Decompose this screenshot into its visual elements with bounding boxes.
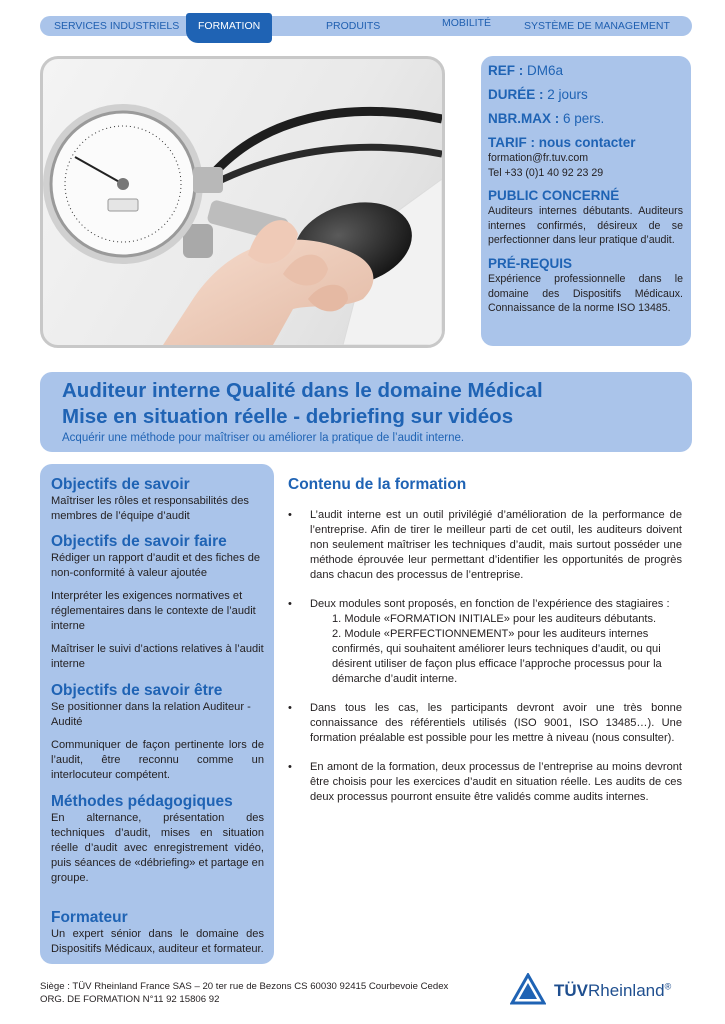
logo-wordmark: TÜVRheinland®	[554, 981, 672, 1000]
course-info-box	[481, 56, 691, 346]
nav-services-industriels[interactable]: SERVICES INDUSTRIELS	[54, 20, 180, 32]
nav-mobilite[interactable]: MOBILITÉ	[442, 17, 492, 29]
savoir-faire-text-1: Rédiger un rapport d’audit et des fiches de non-conformité à valeur ajoutée	[51, 552, 261, 579]
list-item	[288, 508, 682, 583]
top-navigation	[40, 16, 692, 36]
content-bullet-3: Dans tous les cas, les participants devront avoir une très bonne connaissance des référentiels utilisés (ISO 9001, ISO 13485…). Une formation préalable est possible pour les mettre à niveau (nous consulter).	[310, 702, 682, 744]
list-item	[288, 701, 682, 746]
content-bullet-4: En amont de la formation, deux processus de l’entreprise au moins devront être choisis pour les exercices d’audit en situation réelle. Les audits de ces deux processus pourront ensuite être validés comme audits internes.	[310, 761, 682, 803]
page-title: Auditeur interne Qualité dans le domaine Médical	[62, 379, 543, 402]
bullet-icon: •	[288, 702, 292, 714]
hero-image	[40, 56, 445, 348]
footer-registration: ORG. DE FORMATION N°11 92 15806 92	[40, 993, 220, 1005]
contact-phone: Tel +33 (0)1 40 92 23 29	[488, 166, 604, 179]
nav-formation[interactable]: FORMATION	[186, 13, 272, 43]
prereq-text: Expérience professionnelle dans le domaine des Dispositifs Médicaux. Connaissance de la norme ISO 13485.	[488, 272, 683, 315]
prereq-heading: PRÉ-REQUIS	[488, 255, 573, 271]
ref-value: DM6a	[527, 63, 564, 78]
methodes-heading: Méthodes pédagogiques	[51, 793, 233, 810]
methodes-text: En alternance, présentation des techniques d’audit, mises en situation réelle d’audit avec enregistrement vidéo, puis séances de «débriefing» et partage en groupe.	[51, 812, 264, 884]
content-bullet-2: Deux modules sont proposés, en fonction de l’expérience des stagiaires :	[310, 598, 670, 610]
nav-systeme-management[interactable]: SYSTÈME DE MANAGEMENT	[524, 20, 670, 32]
page-title-line2: Mise en situation réelle - debriefing sur vidéos	[62, 405, 514, 428]
bullet-icon: •	[288, 509, 292, 521]
nbr-row	[488, 109, 683, 129]
tuv-rheinland-logo	[510, 973, 692, 1007]
ref-row	[488, 61, 683, 81]
course-content	[288, 476, 682, 819]
nav-produits[interactable]: PRODUITS	[326, 20, 381, 32]
savoir-faire-text-3: Maîtriser le suivi d’actions relatives à l’audit interne	[51, 643, 264, 670]
tuv-triangle-icon	[510, 973, 546, 1005]
tarif-heading: TARIF : nous contacter	[488, 135, 636, 150]
duree-value: 2 jours	[547, 87, 588, 102]
bullet-icon: •	[288, 761, 292, 773]
nbr-label: NBR.MAX :	[488, 111, 560, 126]
formateur-heading: Formateur	[51, 909, 128, 926]
module-perfectionnement: 2. Module «PERFECTIONNEMENT» pour les auditeurs internes confirmés, qui souhaitent améliorer leurs techniques d’audit, ou qui désirent utiliser de façon plus efficace l’approche processus pour la démarche d’audit interne.	[332, 628, 662, 685]
duree-label: DURÉE :	[488, 87, 544, 102]
module-initial: 1. Module «FORMATION INITIALE» pour les auditeurs débutants.	[332, 613, 657, 625]
savoir-etre-text-2: Communiquer de façon pertinente lors de l’audit, être reconnu comme un interlocuteur compétent.	[51, 739, 264, 781]
sphygmomanometer-illustration	[43, 59, 442, 345]
content-heading: Contenu de la formation	[288, 476, 467, 493]
savoir-etre-heading: Objectifs de savoir être	[51, 682, 223, 699]
title-banner	[40, 372, 692, 452]
objectives-panel	[40, 464, 274, 964]
list-item	[288, 597, 682, 687]
nbr-value: 6 pers.	[563, 111, 605, 126]
bullet-icon: •	[288, 598, 292, 610]
ref-label: REF :	[488, 63, 524, 78]
list-item	[288, 760, 682, 805]
savoir-faire-heading: Objectifs de savoir faire	[51, 533, 227, 550]
footer-address: Siège : TÜV Rheinland France SAS – 20 ter rue de Bezons CS 60030 92415 Courbevoie Cedex	[40, 981, 449, 992]
page-subtitle: Acquérir une méthode pour maîtriser ou améliorer la pratique de l’audit interne.	[62, 432, 465, 444]
savoir-faire-text-2: Interpréter les exigences normatives et réglementaires dans le contexte de l’audit interne	[51, 590, 256, 632]
content-bullet-1: L’audit interne est un outil privilégié d’amélioration de la performance de l’entreprise. Afin de tirer le meilleur parti de cet outil, les auditeurs doivent non seulement maîtriser les techniques d’audit, mais surtout posséder une méthode éprouvée leur permettant d’identifier les opportunités de progrès dans chacun des processus de l’entreprise.	[310, 509, 682, 581]
public-text: Auditeurs internes débutants. Auditeurs internes confirmés, désireux de se perfectionner dans leur pratique d’audit.	[488, 205, 683, 247]
contact-email[interactable]: formation@fr.tuv.com	[488, 152, 589, 164]
public-heading: PUBLIC CONCERNÉ	[488, 188, 620, 204]
savoir-etre-text-1: Se positionner dans la relation Auditeur - Audité	[51, 701, 251, 728]
formateur-text: Un expert sénior dans le domaine des Dispositifs Médicaux, auditeur et formateur.	[51, 928, 264, 955]
savoir-heading: Objectifs de savoir	[51, 476, 190, 493]
savoir-text: Maîtriser les rôles et responsabilités des membres de l’équipe d’audit	[51, 495, 249, 522]
footer	[40, 981, 448, 1006]
duree-row	[488, 85, 683, 105]
